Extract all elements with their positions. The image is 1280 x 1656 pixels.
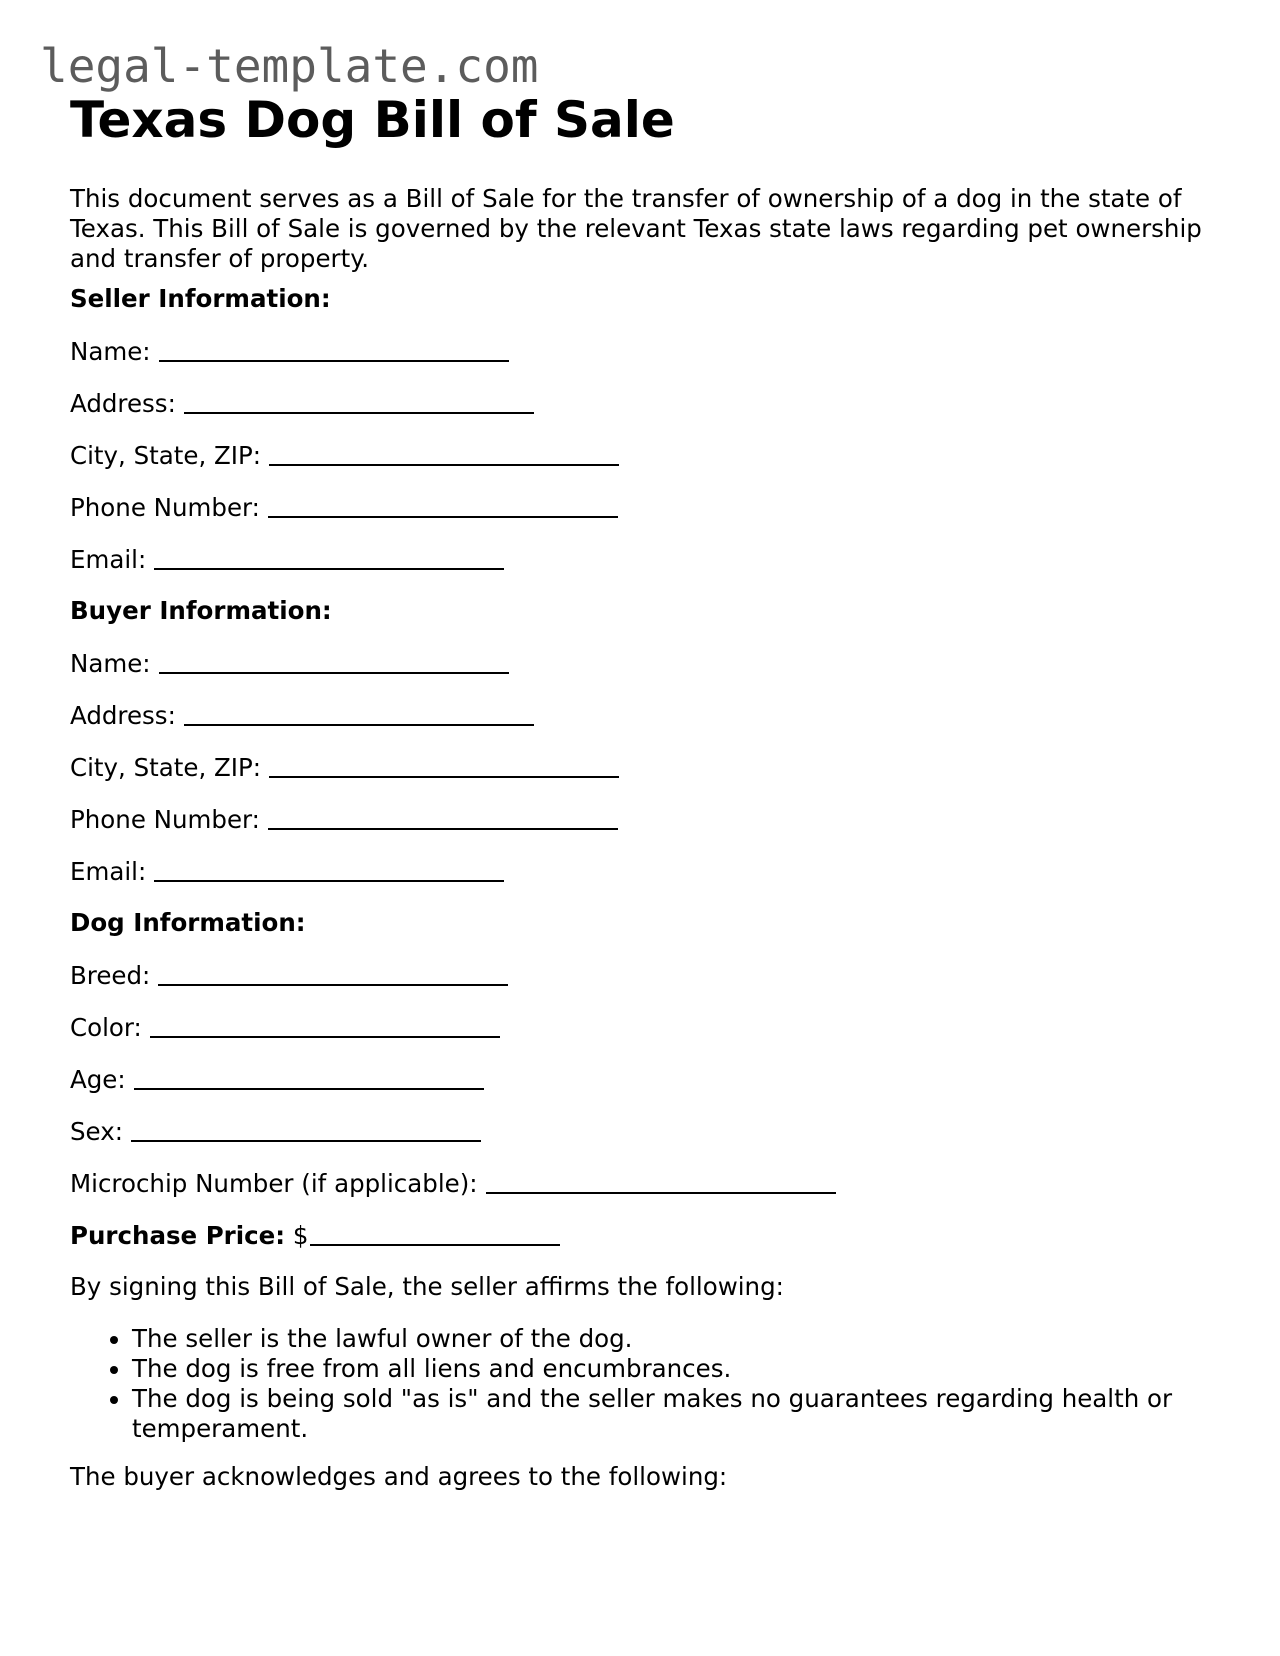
seller-phone-field[interactable]: [268, 494, 618, 518]
buyer-name-row: [70, 648, 509, 679]
seller-city-row: [70, 440, 619, 471]
purchase-price-row: [70, 1220, 560, 1251]
buyer-email-label: Email:: [70, 857, 147, 886]
seller-name-row: [70, 336, 509, 367]
buyer-phone-field[interactable]: [268, 806, 618, 830]
dog-sex-label: Sex:: [70, 1117, 123, 1146]
seller-address-field[interactable]: [184, 390, 534, 414]
seller-city-label: City, State, ZIP:: [70, 441, 262, 470]
dog-microchip-row: [70, 1168, 836, 1199]
seller-city-field[interactable]: [269, 442, 619, 466]
seller-email-label: Email:: [70, 545, 147, 574]
dog-age-label: Age:: [70, 1065, 126, 1094]
buyer-heading: Buyer Information:: [70, 596, 332, 625]
list-item: • The dog is being sold "as is" and the seller makes no guarantees regarding health or temperament.: [132, 1384, 1262, 1444]
dog-age-row: [70, 1064, 484, 1095]
seller-affirms-intro: By signing this Bill of Sale, the seller affirms the following:: [70, 1272, 784, 1301]
document-title: Texas Dog Bill of Sale: [70, 91, 675, 149]
dog-heading: Dog Information:: [70, 908, 306, 937]
buyer-city-label: City, State, ZIP:: [70, 753, 262, 782]
buyer-address-row: [70, 700, 534, 731]
buyer-email-row: [70, 856, 504, 887]
buyer-address-field[interactable]: [184, 702, 534, 726]
dog-microchip-field[interactable]: [486, 1170, 836, 1194]
buyer-city-row: [70, 752, 619, 783]
seller-address-row: [70, 388, 534, 419]
seller-address-label: Address:: [70, 389, 176, 418]
seller-email-row: [70, 544, 504, 575]
dog-microchip-label: Microchip Number (if applicable):: [70, 1169, 478, 1198]
watermark-logo: legal-template.com: [40, 39, 539, 93]
list-item: • The seller is the lawful owner of the dog.: [132, 1324, 1262, 1354]
buyer-name-label: Name:: [70, 649, 151, 678]
currency-symbol: $: [292, 1221, 309, 1250]
buyer-email-field[interactable]: [154, 858, 504, 882]
dog-sex-row: [70, 1116, 481, 1147]
buyer-city-field[interactable]: [269, 754, 619, 778]
purchase-price-field[interactable]: [310, 1222, 560, 1246]
dog-breed-row: [70, 960, 508, 991]
intro-paragraph: This document serves as a Bill of Sale for the transfer of ownership of a dog in the state of Texas. This Bill of Sale is governed by the relevant Texas state laws regarding pet ownership and transfer of property.: [70, 184, 1202, 273]
seller-name-field[interactable]: [159, 338, 509, 362]
seller-heading: Seller Information:: [70, 284, 331, 313]
dog-color-row: [70, 1012, 500, 1043]
seller-affirms-list: [70, 1324, 1262, 1444]
dog-color-field[interactable]: [150, 1014, 500, 1038]
dog-age-field[interactable]: [134, 1066, 484, 1090]
seller-phone-label: Phone Number:: [70, 493, 260, 522]
seller-phone-row: [70, 492, 618, 523]
dog-breed-field[interactable]: [158, 962, 508, 986]
list-item: • The dog is free from all liens and encumbrances.: [132, 1354, 1262, 1384]
purchase-price-label: Purchase Price:: [70, 1221, 286, 1250]
seller-name-label: Name:: [70, 337, 151, 366]
buyer-address-label: Address:: [70, 701, 176, 730]
seller-email-field[interactable]: [154, 546, 504, 570]
buyer-acknowledges-intro: The buyer acknowledges and agrees to the following:: [70, 1462, 728, 1491]
buyer-phone-row: [70, 804, 618, 835]
dog-breed-label: Breed:: [70, 961, 151, 990]
buyer-name-field[interactable]: [159, 650, 509, 674]
dog-color-label: Color:: [70, 1013, 142, 1042]
dog-sex-field[interactable]: [131, 1118, 481, 1142]
buyer-phone-label: Phone Number:: [70, 805, 260, 834]
